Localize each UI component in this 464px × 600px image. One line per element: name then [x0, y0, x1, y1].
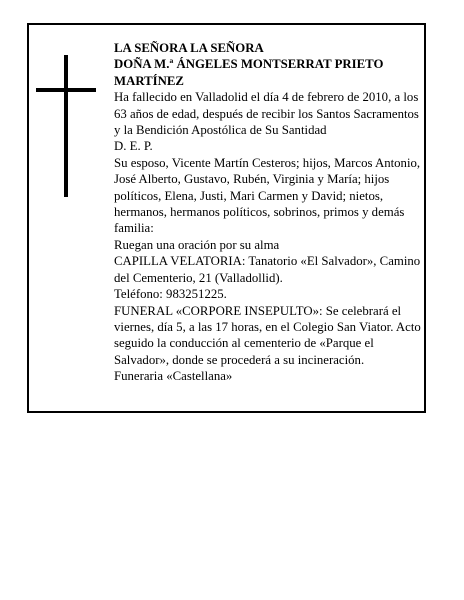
header-line: LA SEÑORA LA SEÑORA: [114, 41, 264, 55]
obituary-text: [114, 40, 425, 385]
funeral-home: Funeraria «Castellana»: [114, 369, 233, 384]
deceased-name: DOÑA M.ª ÁNGELES MONTSERRAT PRIETO MARTÍNEZ: [114, 57, 384, 88]
death-notice: Ha fallecido en Valladolid el día 4 de febrero de 2010, a los 63 años de edad, después de recibir los Santos Sacramentos y la Bendición Apostólica de Su Santidad: [114, 90, 419, 138]
dep-line: D. E. P.: [114, 139, 153, 154]
family-paragraph: Su esposo, Vicente Martín Cesteros; hijos, Marcos Antonio, José Alberto, Gustavo, Rubén, Virginia y María; hijos políticos, Elena, Justi, Mari Carmen y David; nietos, hermanos, hermanos políticos, sobrinos, primos y demás familia:: [114, 155, 421, 236]
phone-line: Teléfono: 983251225.: [114, 287, 227, 302]
funeral-info: FUNERAL «CORPORE INSEPULTO»: Se celebrará el viernes, día 5, a las 17 horas, en el Colegio San Viator. Acto seguido la conducción al cementerio de «Parque el Salvador», donde se procederá a su incineración.: [114, 303, 421, 367]
prayer-line: Ruegan una oración por su alma: [114, 237, 280, 252]
cross-icon: [36, 55, 96, 197]
chapel-info: CAPILLA VELATORIA: Tanatorio «El Salvador», Camino del Cementerio, 21 (Valladollid).: [114, 254, 421, 285]
